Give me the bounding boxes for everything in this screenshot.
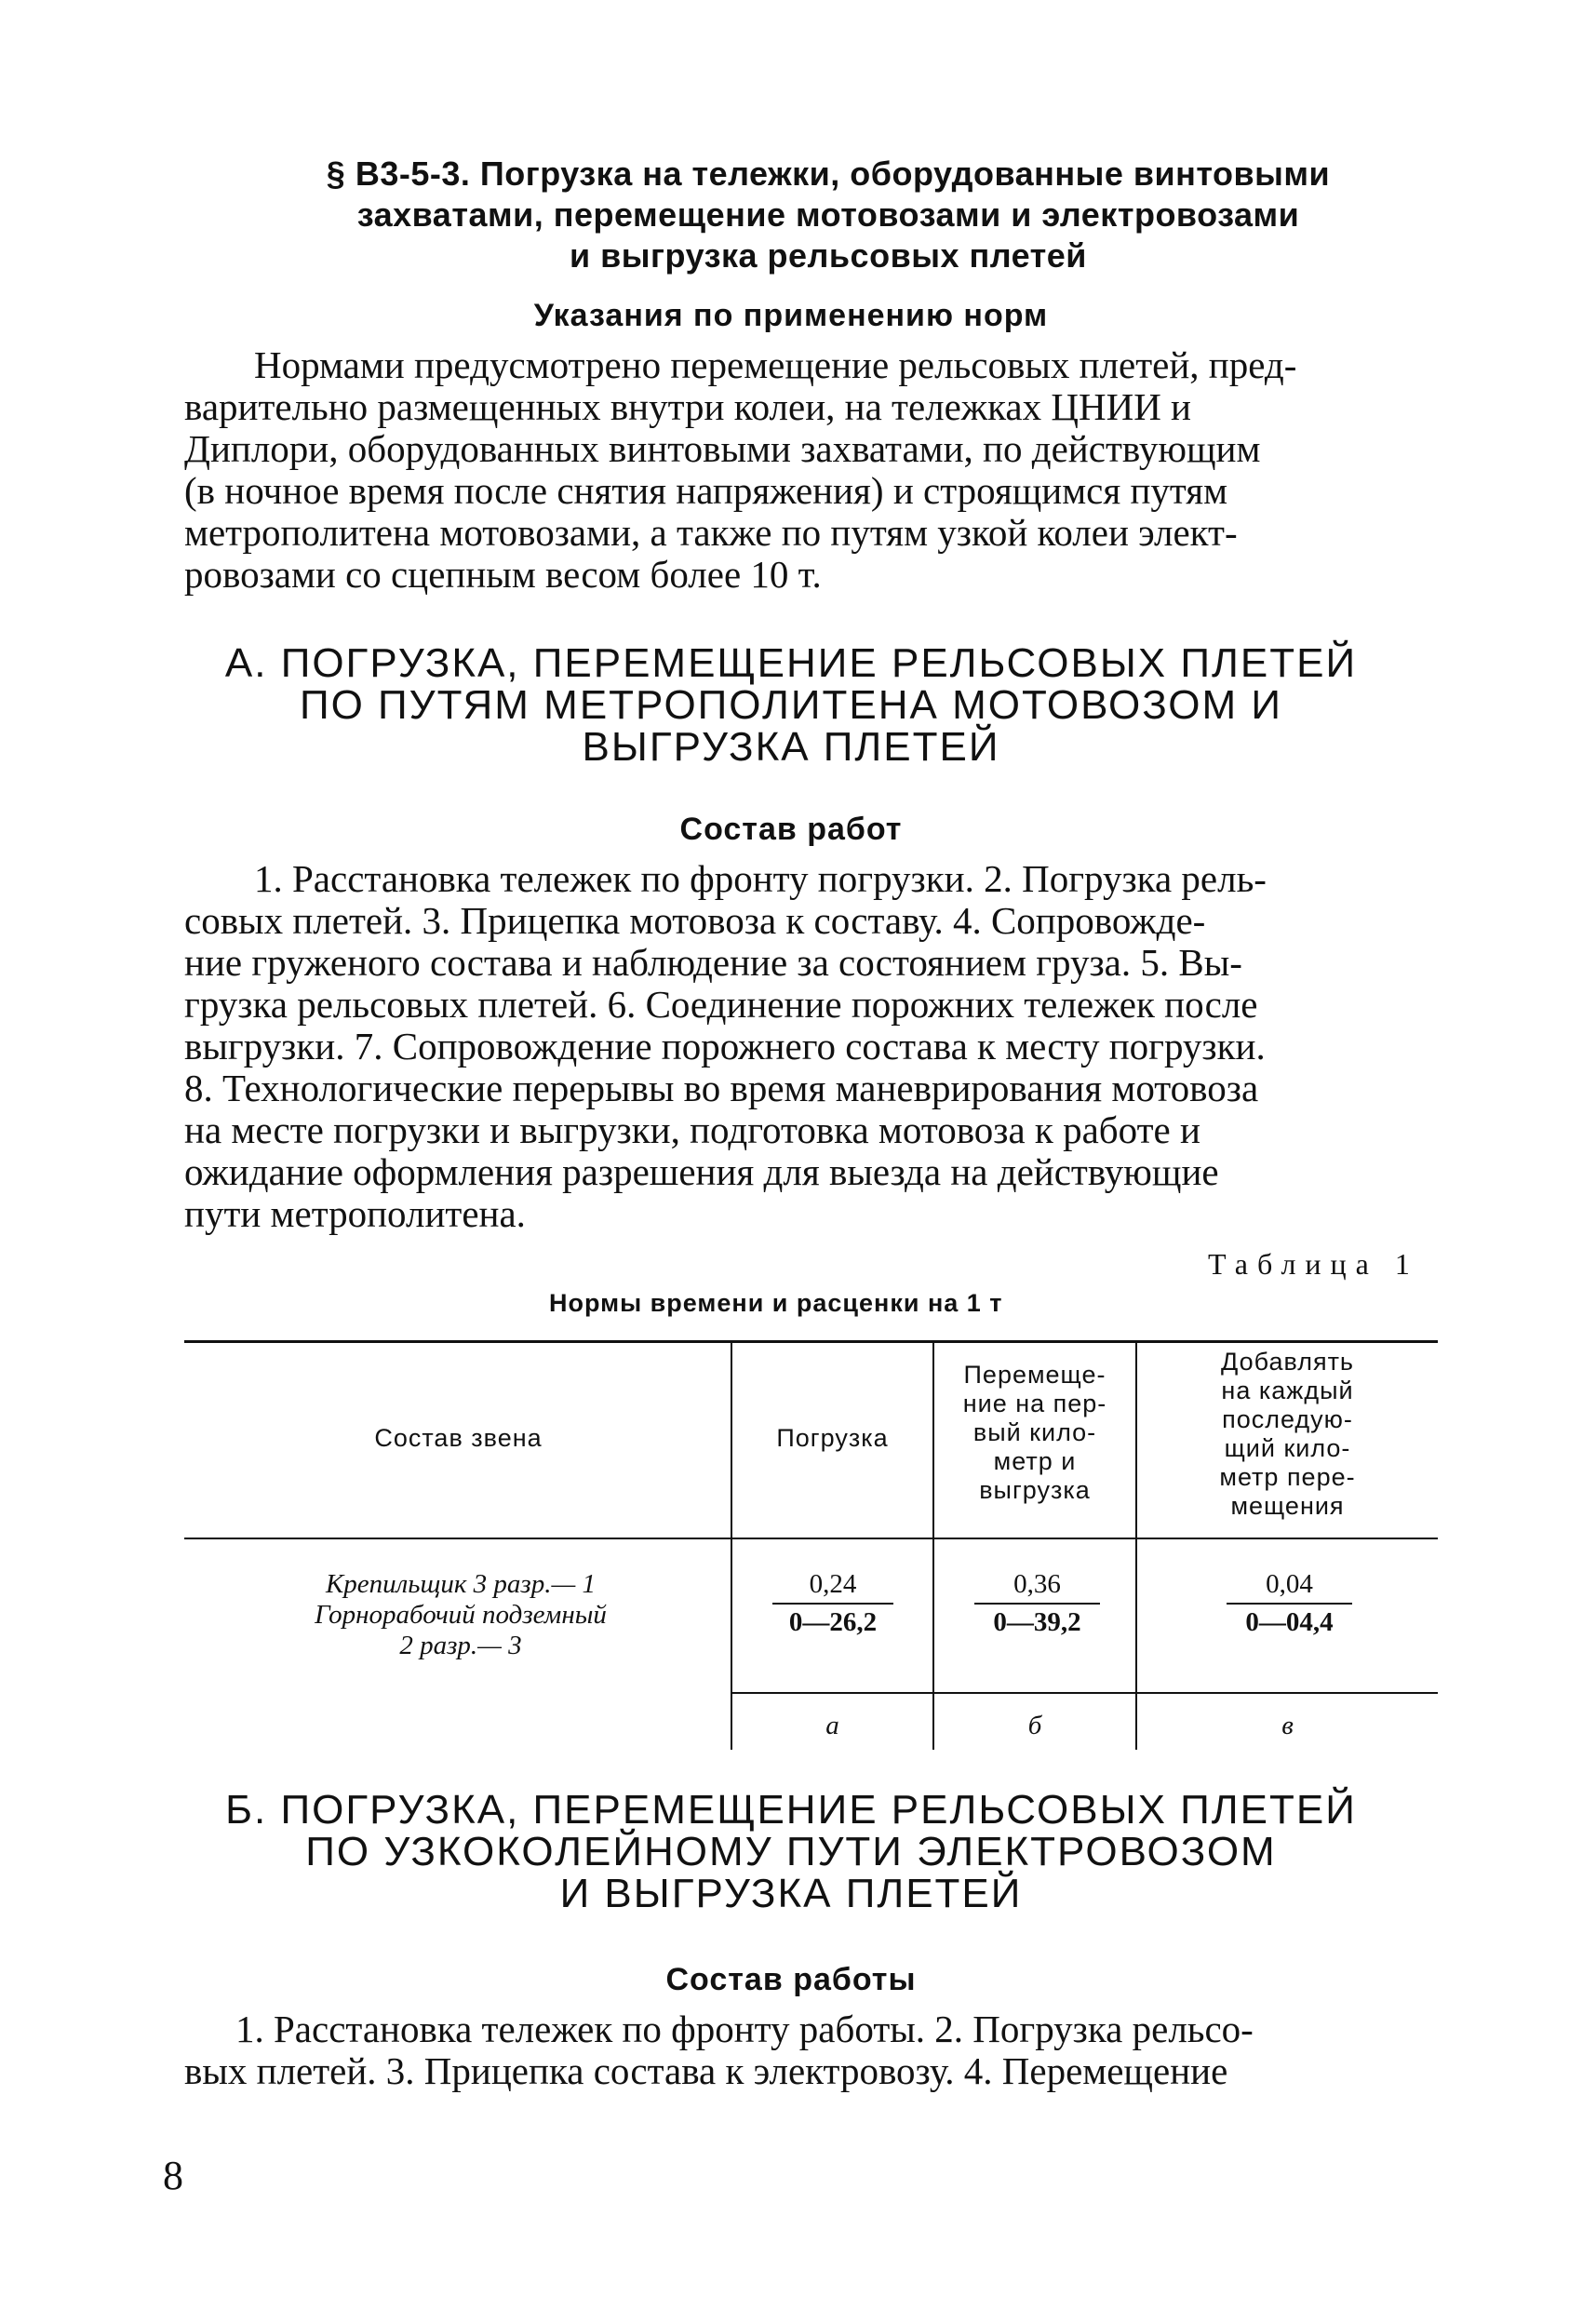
part-a-work-heading: Состав работ (679, 812, 903, 847)
header-line: на каждый (1221, 1377, 1354, 1404)
header-line: Перемеще- (963, 1361, 1106, 1389)
paragraph-line: пути метрополитена. (184, 1192, 526, 1235)
header-line: метр пере- (1219, 1463, 1356, 1491)
rate-value: 0—39,2 (974, 1603, 1100, 1638)
section-title (223, 154, 1433, 276)
header-line: Добавлять (1221, 1348, 1354, 1376)
table-caption: Нормы времени и расценки на 1 т (549, 1289, 1003, 1317)
part-a-title-line: ВЫГРУЗКА ПЛЕТЕЙ (582, 724, 1000, 770)
paragraph-line: совых плетей. 3. Прицепка мотовоза к составу. 4. Сопровожде- (184, 899, 1206, 942)
paragraph-line: выгрузки. 7. Сопровождение порожнего состава к месту погрузки. (184, 1025, 1266, 1068)
part-a-work-paragraph (184, 858, 1436, 1235)
crew-line: Крепильщик 3 разр.— 1 (325, 1569, 597, 1599)
part-a-title-line: ПО ПУТЯМ МЕТРОПОЛИТЕНА МОТОВОЗОМ И (299, 682, 1283, 728)
table-label: Таблица 1 (1208, 1247, 1419, 1281)
paragraph-line: варительно размещенных внутри колеи, на тележках ЦНИИ и (184, 385, 1191, 428)
header-add (1137, 1348, 1438, 1521)
paragraph-line: ровозами со сцепным весом более 10 т. (184, 553, 822, 596)
section-title-line: захватами, перемещение мотовозами и электровозами (356, 195, 1300, 234)
paragraph-line: метрополитена мотовозами, а также по путям узкой колеи элект- (184, 511, 1238, 554)
paragraph-line: (в ночное время после снятия напряжения) и строящимся путям (184, 469, 1228, 512)
section-title-line: § В3-5-3. Погрузка на тележки, оборудованные винтовыми (326, 154, 1331, 193)
crew-cell (214, 1569, 707, 1661)
table-top-rule (184, 1340, 1438, 1343)
part-a-title-line: А. ПОГРУЗКА, ПЕРЕМЕЩЕНИЕ РЕЛЬСОВЫХ ПЛЕТЕЙ (224, 640, 1358, 686)
table-divider (731, 1340, 732, 1750)
part-b-title-line: И ВЫГРУЗКА ПЛЕТЕЙ (559, 1871, 1023, 1916)
table-header-rule (184, 1538, 1438, 1539)
norm-value: 0,36 (1013, 1569, 1061, 1599)
instructions-paragraph (184, 344, 1436, 596)
instructions-heading: Указания по применению норм (533, 298, 1049, 333)
table-bottom-rule (731, 1692, 1438, 1694)
header-load: Погрузка (776, 1424, 889, 1452)
paragraph-line: на месте погрузки и выгрузки, подготовка мотовоза к работе и (184, 1108, 1200, 1151)
part-b-title-line: ПО УЗКОКОЛЕЙНОМУ ПУТИ ЭЛЕКТРОВОЗОМ (305, 1829, 1277, 1874)
norm-value: 0,04 (1266, 1569, 1313, 1599)
header-line: вый кило- (972, 1418, 1097, 1446)
header-line: метр и (993, 1447, 1077, 1475)
part-b-work-paragraph (184, 2008, 1436, 2092)
header-move (934, 1361, 1135, 1505)
rate-value: 0—26,2 (772, 1603, 893, 1638)
section-title-line: и выгрузка рельсовых плетей (570, 236, 1087, 275)
value-move (974, 1569, 1100, 1638)
header-crew: Состав звена (374, 1424, 543, 1452)
paragraph-line: Нормами предусмотрено перемещение рельсовых плетей, пред- (254, 343, 1297, 386)
header-line: последую- (1222, 1405, 1353, 1433)
part-b-title-line: Б. ПОГРУЗКА, ПЕРЕМЕЩЕНИЕ РЕЛЬСОВЫХ ПЛЕТЕЙ (225, 1787, 1357, 1833)
paragraph-line: вых плетей. 3. Прицепка состава к электровозу. 4. Перемещение (184, 2049, 1228, 2092)
paragraph-line: 1. Расстановка тележек по фронту погрузки. 2. Погрузка рель- (254, 857, 1267, 900)
paragraph-line: ожидание оформления разрешения для выезда на действующие (184, 1150, 1219, 1193)
paragraph-line: 8. Технологические перерывы во время маневрирования мотовоза (184, 1067, 1259, 1109)
column-letter: а (825, 1711, 839, 1740)
column-letter: в (1281, 1711, 1294, 1740)
norm-value: 0,24 (809, 1569, 857, 1599)
part-b-title (186, 1789, 1396, 1914)
crew-line: 2 разр.— 3 (399, 1631, 522, 1660)
rate-value: 0—04,4 (1227, 1603, 1352, 1638)
paragraph-line: грузка рельсовых плетей. 6. Соединение порожних тележек после (184, 983, 1258, 1026)
part-b-work-heading: Состав работы (665, 1962, 917, 1997)
value-load (772, 1569, 893, 1638)
header-line: мещения (1230, 1492, 1345, 1520)
paragraph-line: 1. Расстановка тележек по фронту работы. 2. Погрузка рельсо- (235, 2008, 1254, 2050)
page-number: 8 (163, 2153, 183, 2198)
header-line: щий кило- (1224, 1434, 1351, 1462)
column-letter: б (1027, 1711, 1042, 1740)
part-a-title (186, 642, 1396, 768)
crew-line: Горнорабочий подземный (315, 1600, 607, 1630)
paragraph-line: ние груженого состава и наблюдение за состоянием груза. 5. Вы- (184, 941, 1242, 984)
header-line: ние на пер- (962, 1390, 1107, 1417)
header-line: выгрузка (979, 1476, 1091, 1504)
paragraph-line: Диплори, оборудованных винтовыми захватами, по действующим (184, 427, 1261, 470)
value-add (1227, 1569, 1352, 1638)
